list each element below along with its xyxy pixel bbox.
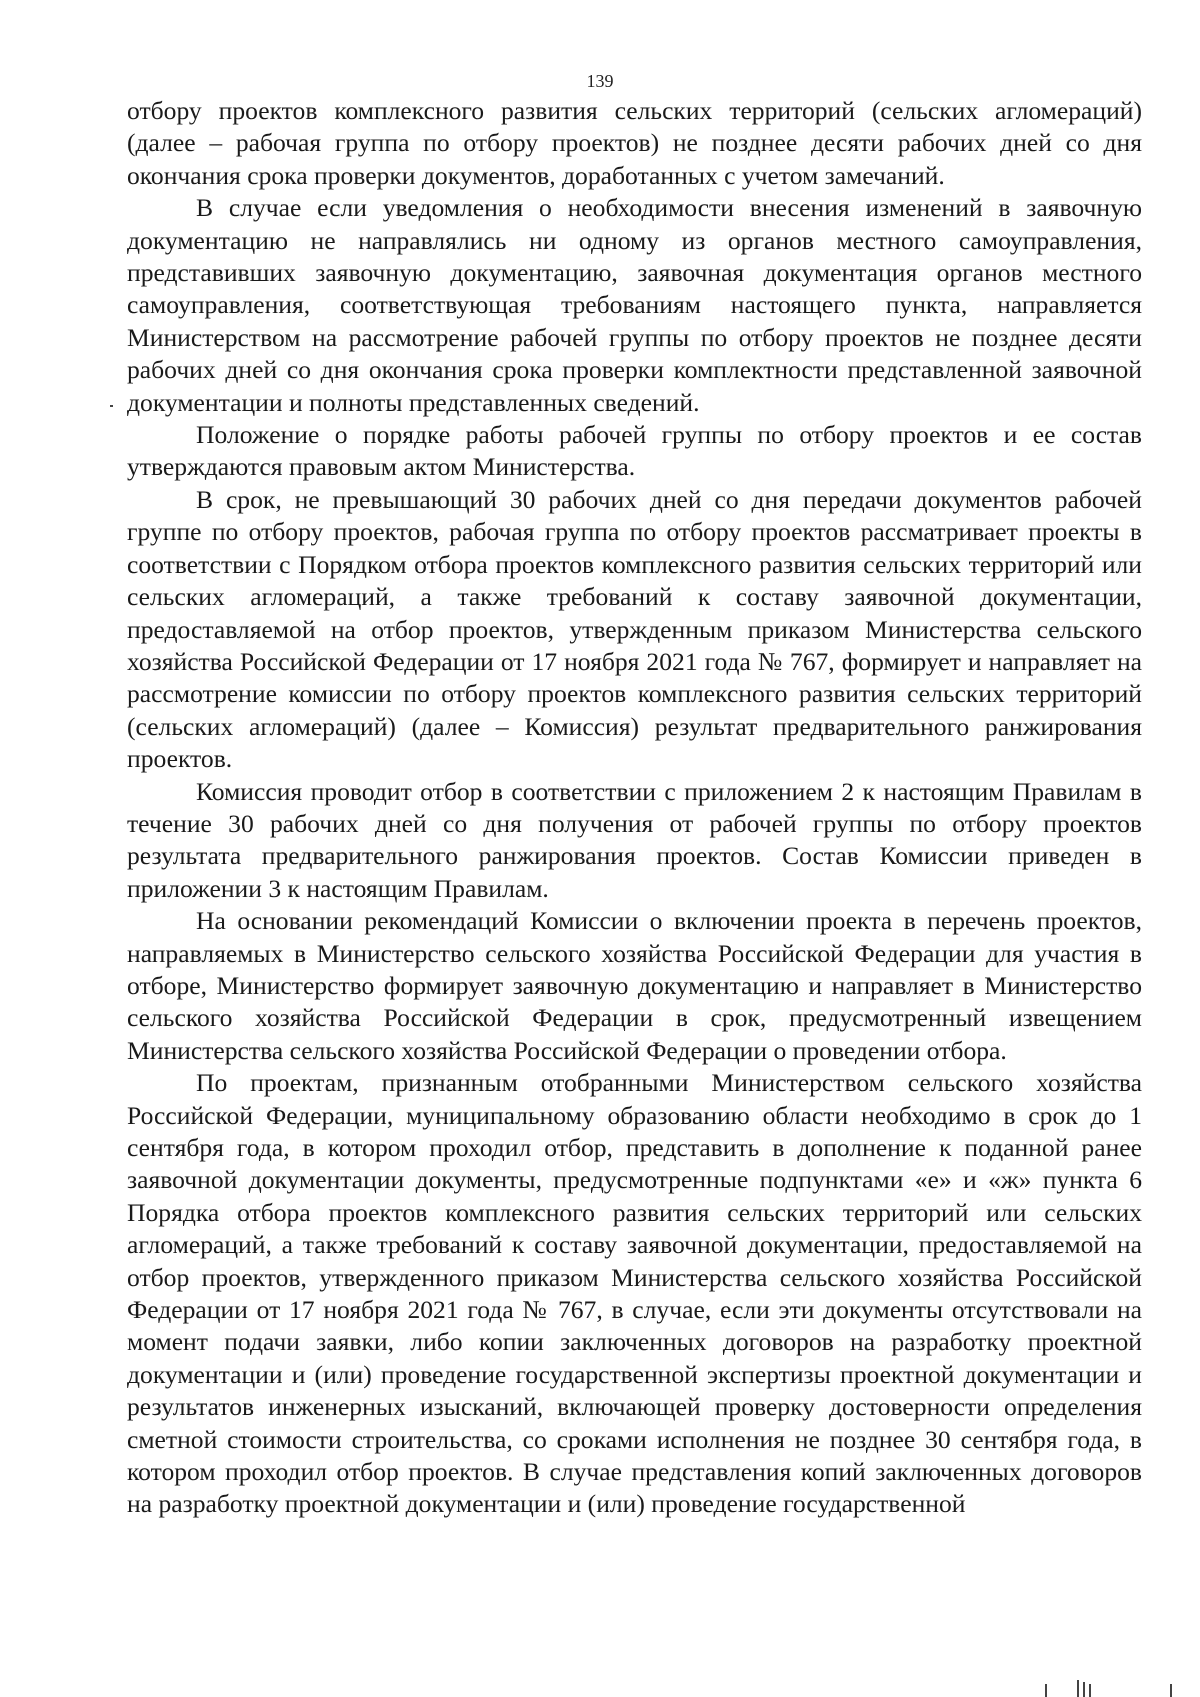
- paragraph: По проектам, признанным отобранными Министерством сельского хозяйства Российской Федерации, муниципальному образованию области необходимо в срок до 1 сентября года, в котором проходил отбор, представить в дополнение к поданной ранее заявочной документации документы, предусмотренные подпунктами «е» и «ж» пункта 6 Порядка отбора проектов комплексного развития сельских территорий или сельских агломераций, а также требований к составу заявочной документации, предоставляемой на отбор проектов, утвержденного приказом Министерства сельского хозяйства Российской Федерации от 17 ноября 2021 года № 767, в случае, если эти документы отсутствовали на момент подачи заявки, либо копии заключенных договоров на разработку проектной документации и (или) проведение государственной экспертизы проектной документации и результатов инженерных изысканий, включающей проверку достоверности определения сметной стоимости строительства, со сроками исполнения не позднее 30 сентября года, в котором проходил отбор проектов. В случае представления копий заключенных договоров на разработку проектной документации и (или) проведение государственной: [127, 1068, 1142, 1519]
- page-number: 139: [586, 71, 614, 91]
- paragraph: Положение о порядке работы рабочей группы по отбору проектов и ее состав утверждаются правовым актом Министерства.: [127, 420, 1142, 482]
- paragraph: На основании рекомендаций Комиссии о включении проекта в перечень проектов, направляемых в Министерство сельского хозяйства Российской Федерации для участия в отборе, Министерство формирует заявочную документацию и направляет в Министерство сельского хозяйства Российской Федерации в срок, предусмотренный извещением Министерства сельского хозяйства Российской Федерации о проведении отбора.: [127, 906, 1142, 1065]
- body-text: [127, 95, 1142, 1521]
- paragraph-continued: отбору проектов комплексного развития сельских территорий (сельских агломераций) (далее – рабочая группа по отбору проектов) не позднее десяти рабочих дней со дня окончания срока проверки документов, доработанных с учетом замечаний.: [127, 96, 1142, 190]
- scan-artifact: [1077, 1680, 1079, 1697]
- scan-artifact: [1083, 1682, 1085, 1697]
- scan-artifact: [110, 405, 113, 407]
- paragraph: В случае если уведомления о необходимости внесения изменений в заявочную документацию не направлялись ни одному из органов местного самоуправления, представивших заявочную документацию, заявочная документация органов местного самоуправления, соответствующая требованиям настоящего пункта, направляется Министерством на рассмотрение рабочей группы по отбору проектов не позднее десяти рабочих дней со дня окончания срока проверки комплектности представленной заявочной документации и полноты представленных сведений.: [127, 193, 1142, 417]
- scan-artifact: [1089, 1684, 1091, 1697]
- paragraph: Комиссия проводит отбор в соответствии с приложением 2 к настоящим Правилам в течение 30 рабочих дней со дня получения от рабочей группы по отбору проектов результата предварительного ранжирования проектов. Состав Комиссии приведен в приложении 3 к настоящим Правилам.: [127, 776, 1142, 903]
- scan-artifact: [1170, 1684, 1172, 1697]
- paragraph: В срок, не превышающий 30 рабочих дней со дня передачи документов рабочей группе по отбору проектов, рабочая группа по отбору проектов рассматривает проекты в соответствии с Порядком отбора проектов комплексного развития сельских территорий или сельских агломераций, а также требований к составу заявочной документации, предоставляемой на отбор проектов, утвержденным приказом Министерства сельского хозяйства Российской Федерации от 17 ноября 2021 года № 767, формирует и направляет на рассмотрение комиссии по отбору проектов комплексного развития сельских территорий (сельских агломераций) (далее – Комиссия) результат предварительного ранжирования проектов.: [127, 484, 1142, 774]
- scan-artifact: [1045, 1684, 1047, 1697]
